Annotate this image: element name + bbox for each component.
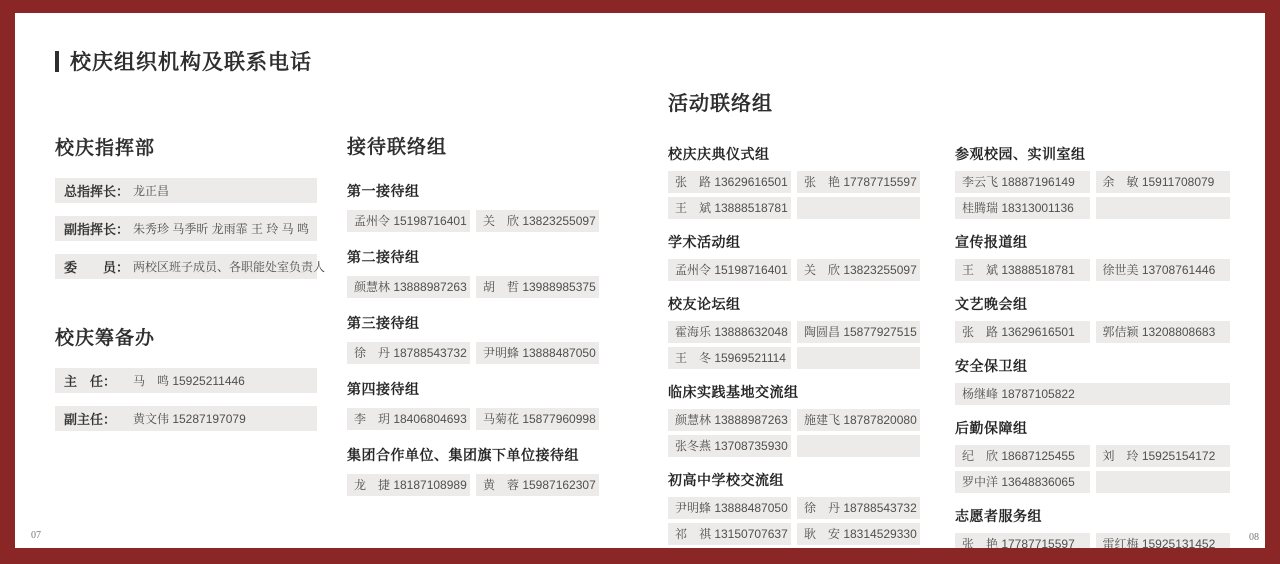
contact-group (347, 379, 599, 430)
contact-cell: 李 玥 18406804693 (347, 408, 470, 430)
contact-group (668, 294, 920, 369)
contact-cell: 王 冬 15969521114 (668, 347, 791, 369)
contact-group (668, 144, 920, 219)
contact-row (668, 321, 920, 343)
contact-cell: 李云飞 18887196149 (955, 171, 1090, 193)
contact-row (955, 445, 1230, 467)
activity-column-b (955, 144, 1230, 548)
section-heading-reception: 接待联络组 (347, 137, 448, 158)
contact-cell (1096, 471, 1231, 493)
page-title-text: 校庆组织机构及联系电话 (70, 50, 312, 74)
contact-cell: 张 艳 17787715597 (797, 171, 920, 193)
contact-group (668, 232, 920, 281)
contact-group (668, 382, 920, 457)
contact-cell: 杨继峰 18787105822 (955, 383, 1230, 405)
contact-group-title: 初高中学校交流组 (668, 472, 784, 488)
contact-row (668, 435, 920, 457)
contact-cell: 徐 丹 18788543732 (347, 342, 470, 364)
reception-section (347, 132, 599, 511)
contact-cell: 郭佶颖 13208808683 (1096, 321, 1231, 343)
contact-cell: 王 斌 13888518781 (668, 197, 791, 219)
contact-cell: 张冬燕 13708735930 (668, 435, 791, 457)
contact-row (347, 474, 599, 496)
contact-cell: 龙 捷 18187108989 (347, 474, 470, 496)
page (15, 13, 1265, 548)
contact-row (668, 497, 920, 519)
contact-cell: 陶圆昌 15877927515 (797, 321, 920, 343)
info-row (55, 254, 326, 279)
page-number-left: 07 (31, 530, 41, 541)
contact-row (955, 533, 1230, 548)
contact-row (347, 210, 599, 232)
info-label: 副指挥长： (64, 222, 130, 237)
contact-cell: 黄 蓉 15987162307 (476, 474, 599, 496)
contact-cell: 孟州令 15198716401 (668, 259, 791, 281)
contact-row (955, 259, 1230, 281)
contact-row (955, 171, 1230, 193)
contact-group (955, 144, 1230, 219)
prep-office-rows (55, 368, 317, 431)
contact-cell: 刘 玲 15925154172 (1096, 445, 1231, 467)
contact-group (955, 356, 1230, 405)
section-heading-prep-office: 校庆筹备办 (55, 328, 156, 349)
contact-cell: 余 敏 15911708079 (1096, 171, 1231, 193)
contact-cell: 关 欣 13823255097 (797, 259, 920, 281)
info-value: 龙正昌 (133, 184, 170, 198)
contact-cell: 徐 丹 18788543732 (797, 497, 920, 519)
contact-group-title: 文艺晚会组 (955, 296, 1028, 312)
info-row (55, 178, 317, 203)
contact-cell (797, 435, 920, 457)
contact-cell: 桂腾瑞 18313001136 (955, 197, 1090, 219)
info-label: 副主任： (64, 412, 117, 427)
activity-column-a (668, 144, 920, 548)
contact-group-title: 校友论坛组 (668, 296, 741, 312)
contact-cell: 纪 欣 18687125455 (955, 445, 1090, 467)
section-heading-command: 校庆指挥部 (55, 138, 156, 159)
contact-row (955, 471, 1230, 493)
contact-cell: 张 路 13629616501 (668, 171, 791, 193)
contact-group-title: 学术活动组 (668, 234, 741, 250)
contact-cell: 尹明蜂 13888487050 (668, 497, 791, 519)
contact-group (955, 418, 1230, 493)
reception-groups (347, 181, 599, 496)
title-accent-bar-icon (55, 51, 59, 72)
contact-group-title: 参观校园、实训室组 (955, 146, 1086, 162)
contact-row (347, 276, 599, 298)
contact-cell: 关 欣 13823255097 (476, 210, 599, 232)
contact-cell: 颜慧林 13888987263 (347, 276, 470, 298)
contact-cell (797, 347, 920, 369)
contact-cell: 张 艳 17787715597 (955, 533, 1090, 548)
contact-row (347, 342, 599, 364)
contact-cell: 尹明蜂 13888487050 (476, 342, 599, 364)
contact-group-title: 第三接待组 (347, 315, 420, 331)
contact-group (955, 232, 1230, 281)
contact-cell: 张 路 13629616501 (955, 321, 1090, 343)
contact-cell: 耿 安 18314529330 (797, 523, 920, 545)
info-value: 马 鸣 15925211446 (133, 374, 245, 388)
contact-cell: 霍海乐 13888632048 (668, 321, 791, 343)
contact-cell: 徐世美 13708761446 (1096, 259, 1231, 281)
contact-group (347, 313, 599, 364)
contact-cell: 施建飞 18787820080 (797, 409, 920, 431)
contact-cell (797, 197, 920, 219)
contact-group-title: 校庆庆典仪式组 (668, 146, 770, 162)
section-heading-activity: 活动联络组 (668, 93, 773, 115)
contact-row (955, 197, 1230, 219)
contact-group-title: 临床实践基地交流组 (668, 384, 799, 400)
contact-cell: 雷红梅 15925131452 (1096, 533, 1231, 548)
info-label: 总指挥长： (64, 184, 130, 199)
contact-group-title: 安全保卫组 (955, 358, 1028, 374)
contact-group-title: 后勤保障组 (955, 420, 1028, 436)
contact-group-title: 宣传报道组 (955, 234, 1028, 250)
contact-cell: 罗中洋 13648836065 (955, 471, 1090, 493)
command-department-section (55, 133, 326, 444)
contact-group (955, 506, 1230, 548)
contact-cell: 王 斌 13888518781 (955, 259, 1090, 281)
contact-cell: 胡 哲 13988985375 (476, 276, 599, 298)
contact-group-title: 第四接待组 (347, 381, 420, 397)
contact-group-title: 志愿者服务组 (955, 508, 1042, 524)
contact-row (668, 197, 920, 219)
contact-group-title: 第一接待组 (347, 183, 420, 199)
activity-section (668, 87, 1230, 548)
info-value: 黄文伟 15287197079 (133, 412, 246, 426)
page-title (55, 46, 312, 76)
info-row (55, 406, 317, 431)
contact-row (955, 321, 1230, 343)
contact-cell: 颜慧林 13888987263 (668, 409, 791, 431)
info-label: 委 员： (64, 260, 130, 275)
contact-row (668, 171, 920, 193)
contact-group-title: 集团合作单位、集团旗下单位接待组 (347, 447, 579, 463)
contact-group (347, 445, 599, 496)
contact-cell: 孟州令 15198716401 (347, 210, 470, 232)
contact-group (347, 181, 599, 232)
info-value: 朱秀珍 马季昕 龙雨霏 王 玲 马 鸣 (133, 222, 310, 236)
activity-columns (668, 144, 1230, 548)
info-value: 两校区班子成员、各职能处室负责人 (133, 260, 326, 274)
contact-group-title: 第二接待组 (347, 249, 420, 265)
info-row (55, 216, 317, 241)
contact-row (668, 347, 920, 369)
page-number-right: 08 (1249, 532, 1259, 543)
contact-cell (1096, 197, 1231, 219)
contact-row (668, 523, 920, 545)
contact-group (955, 294, 1230, 343)
contact-row (668, 409, 920, 431)
info-row (55, 368, 317, 393)
contact-group (347, 247, 599, 298)
contact-cell: 马菊花 15877960998 (476, 408, 599, 430)
contact-group (668, 470, 920, 545)
contact-cell: 祁 祺 13150707637 (668, 523, 791, 545)
command-rows (55, 178, 326, 279)
contact-row (668, 259, 920, 281)
contact-row (347, 408, 599, 430)
info-label: 主 任： (64, 374, 117, 389)
contact-row (955, 383, 1230, 405)
